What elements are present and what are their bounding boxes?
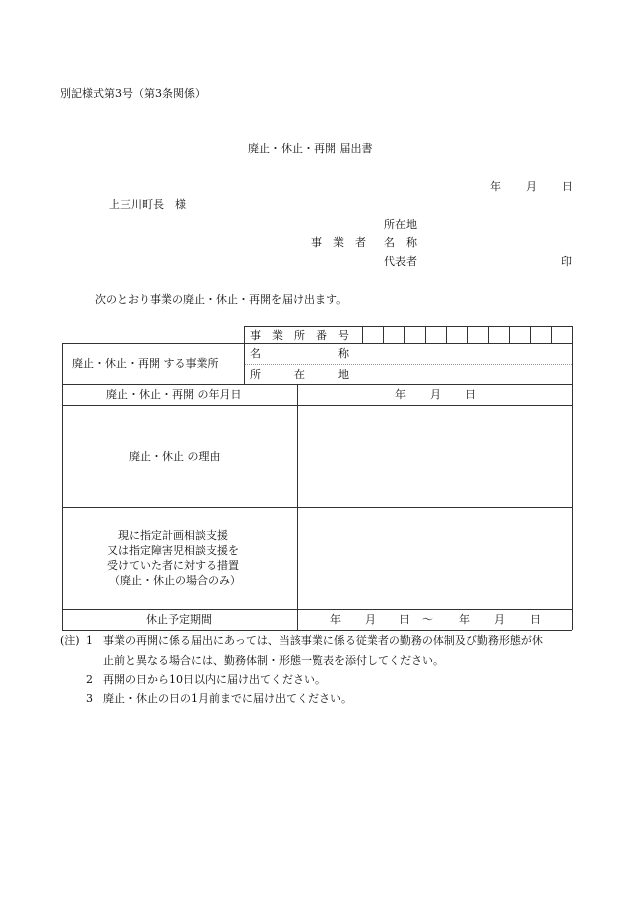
office-location-label: 所 在 地 [250, 368, 349, 381]
note-1-number: 1 [86, 634, 93, 647]
seal-mark: 印 [561, 255, 572, 268]
measures-label-line-4: （廃止・休止の場合のみ） [109, 574, 241, 587]
suspension-tilde: ～ [422, 613, 433, 626]
note-3-line-1: 廃止・休止の日の1月前までに届け出てください。 [103, 692, 352, 705]
applicant-business-label: 事 業 者 [311, 236, 366, 249]
applicant-location-label: 所在地 [384, 218, 417, 231]
date-month: 月 [526, 180, 537, 193]
office-name-label: 名 称 [250, 347, 349, 360]
measures-label-line-3: 受けていた者に対する措置 [107, 559, 239, 572]
suspension-day-2: 日 [530, 613, 541, 626]
suspension-day-1: 日 [399, 613, 410, 626]
applicant-representative-label: 代表者 [384, 255, 417, 268]
measures-label-line-1: 現に指定計画相談支援 [118, 529, 228, 542]
date-year: 年 [490, 180, 501, 193]
date-row-day: 日 [465, 388, 476, 401]
note-1-line-2: 止前と異なる場合には、勤務体制・形態一覧表を添付してください。 [103, 654, 444, 667]
notes-prefix: (注) [60, 634, 80, 647]
note-1-line-1: 事業の再開に係る届出にあっては、当該事業に係る従業者の勤務の体制及び勤務形態が休 [103, 634, 543, 647]
date-row-year: 年 [395, 388, 406, 401]
date-row-label: 廃止・休止・再開 の年月日 [106, 388, 242, 401]
suspension-label: 休止予定期間 [146, 613, 212, 626]
suspension-year-1: 年 [330, 613, 341, 626]
suspension-month-2: 月 [494, 613, 505, 626]
date-day: 日 [562, 180, 573, 193]
suspension-month-1: 月 [365, 613, 376, 626]
suspension-year-2: 年 [459, 613, 470, 626]
note-3-number: 3 [86, 692, 93, 705]
applicant-name-label: 名 称 [384, 236, 417, 249]
intro-text: 次のとおり事業の廃止・休止・再開を届け出ます。 [95, 293, 348, 306]
reason-label: 廃止・休止 の理由 [129, 450, 221, 463]
note-2-number: 2 [86, 673, 93, 686]
measures-label-line-2: 又は指定障害児相談支援を [107, 544, 239, 557]
office-group-label: 廃止・休止・再開 する事業所 [72, 357, 219, 370]
date-row-month: 月 [430, 388, 441, 401]
form-label: 別記様式第3号（第3条関係） [60, 87, 206, 100]
office-number-label: 事 業 所 番 号 [250, 329, 349, 342]
note-2-line-1: 再開の日から10日以内に届け出てください。 [103, 673, 326, 686]
page-title: 廃止・休止・再開 届出書 [248, 142, 373, 155]
addressee: 上三川町長 様 [109, 198, 186, 211]
